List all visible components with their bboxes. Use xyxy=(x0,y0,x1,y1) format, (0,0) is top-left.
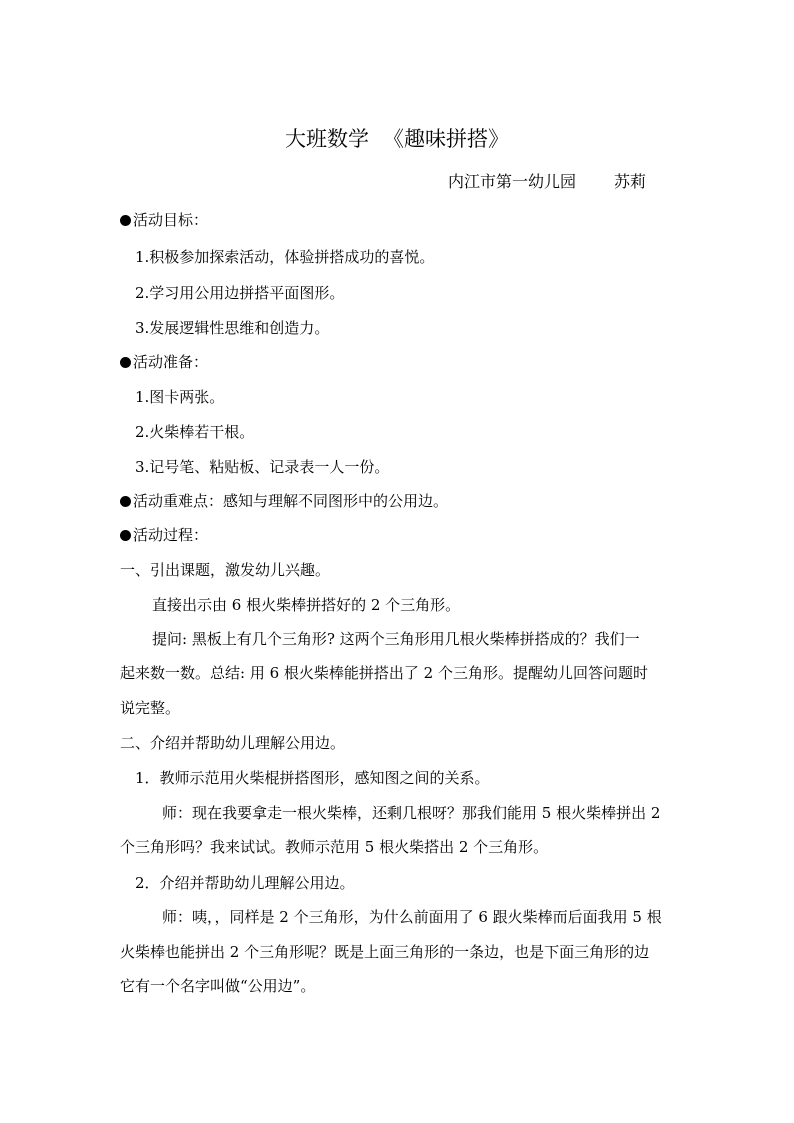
goal-item: 2.学习用公用边拼搭平面图形。 xyxy=(135,284,345,302)
goals-heading: 活动目标： xyxy=(120,210,208,230)
byline-author: 苏莉 xyxy=(614,172,647,191)
part2-heading: 二、介绍并帮助幼儿理解公用边。 xyxy=(120,734,346,752)
key-points: 活动重难点：感知与理解不同图形中的公用边。 xyxy=(120,491,448,511)
byline xyxy=(448,172,646,192)
title-lesson-name: 《趣味拼搭》 xyxy=(383,127,509,151)
bullet-icon xyxy=(120,357,131,368)
byline-school: 内江市第一幼儿园 xyxy=(448,172,577,191)
part1-paragraph: 直接出示由 6 根火柴棒拼搭好的 2 个三角形。 xyxy=(152,596,461,614)
part1-question-line: 说完整。 xyxy=(120,699,181,717)
part2-item-paragraph: 个三角形吗？我来试试。教师示范用 5 根火柴搭出 2 个三角形。 xyxy=(120,838,549,856)
part2-item: 2．介绍并帮助幼儿理解公用边。 xyxy=(135,874,355,892)
goal-item: 1.积极参加探索活动，体验拼搭成功的喜悦。 xyxy=(135,248,435,266)
title-subject: 大班数学 xyxy=(285,127,369,151)
part2-item-paragraph: 它有一个名字叫做“公用边”。 xyxy=(120,977,316,995)
part1-question-line: 起来数一数。总结: 用 6 根火柴棒能拼搭出了 2 个三角形。提醒幼儿回答问题时 xyxy=(120,664,648,682)
part2-item-paragraph: 师：咦，，同样是 2 个三角形，为什么前面用了 6 跟火柴棒而后面我用 5 根 xyxy=(162,908,662,926)
part2-item: 1．教师示范用火柴棍拼搭图形，感知图之间的关系。 xyxy=(135,769,490,787)
prep-heading: 活动准备： xyxy=(120,352,208,372)
process-heading: 活动过程： xyxy=(120,525,208,545)
goal-item: 3.发展逻辑性思维和创造力。 xyxy=(135,319,330,337)
part1-question-line: 提问: 黑板上有几个三角形? 这两个三角形用几根火柴棒拼搭成的？我们一 xyxy=(152,630,640,648)
document-title xyxy=(0,125,794,153)
bullet-icon xyxy=(120,530,131,541)
bullet-icon xyxy=(120,215,131,226)
prep-item: 2.火柴棒若干根。 xyxy=(135,423,255,441)
prep-item: 1.图卡两张。 xyxy=(135,388,225,406)
part2-item-paragraph: 师：现在我要拿走一根火柴棒，还剩几根呀？那我们能用 5 根火柴棒拼出 2 xyxy=(162,804,661,822)
part1-heading: 一、引出课题，激发幼儿兴趣。 xyxy=(120,561,331,579)
prep-item: 3.记号笔、粘贴板、记录表一人一份。 xyxy=(135,458,390,476)
bullet-icon xyxy=(120,496,131,507)
part2-item-paragraph: 火柴棒也能拼出 2 个三角形呢？既是上面三角形的一条边，也是下面三角形的边 xyxy=(120,943,650,961)
